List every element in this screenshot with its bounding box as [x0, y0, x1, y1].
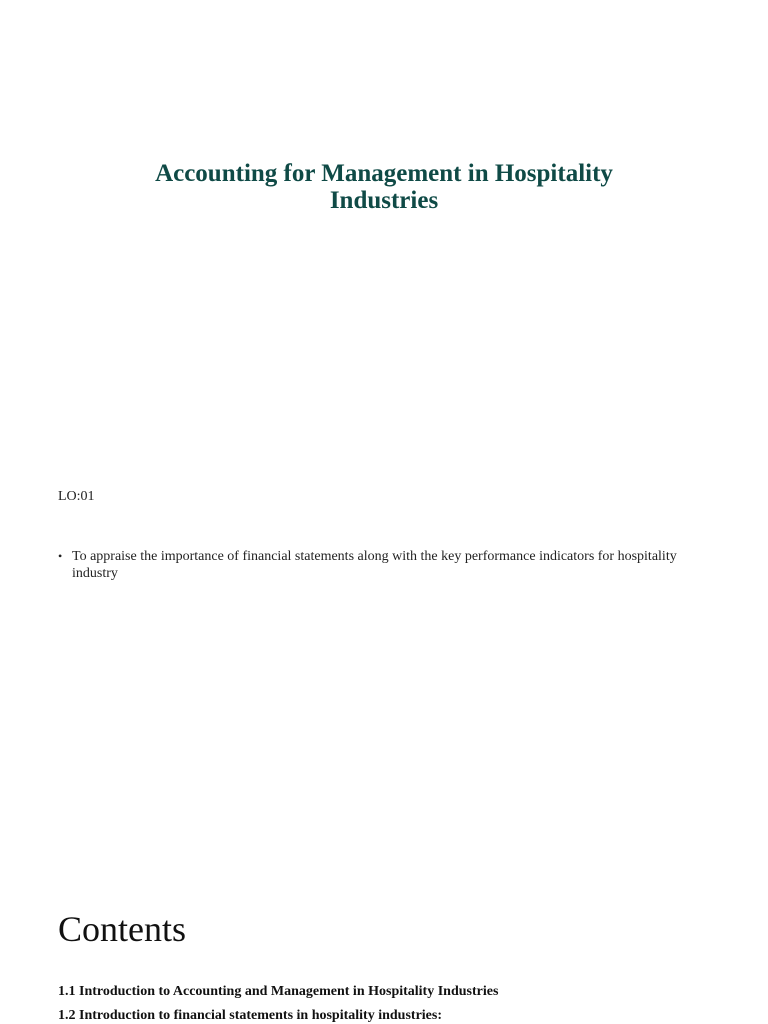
list-item: [58, 548, 718, 582]
title-line-2: Industries: [329, 187, 439, 214]
learning-outcome-label: LO:01: [58, 489, 95, 504]
toc-item-1-1[interactable]: 1.1 Introduction to Accounting and Management in Hospitality Industries: [58, 984, 499, 999]
toc-item-1-2[interactable]: 1.2 Introduction to financial statements in hospitality industries:: [58, 1008, 442, 1023]
bullet-text: To appraise the importance of financial statements along with the key performance indicators for hospitality industry: [72, 549, 677, 581]
document-title: [0, 160, 768, 214]
table-of-contents: [58, 980, 738, 1024]
contents-heading: Contents: [58, 909, 187, 949]
learning-outcome-list: [58, 548, 718, 582]
title-line-1: Accounting for Management in Hospitality: [155, 160, 613, 187]
bullet-icon: •: [58, 549, 63, 563]
